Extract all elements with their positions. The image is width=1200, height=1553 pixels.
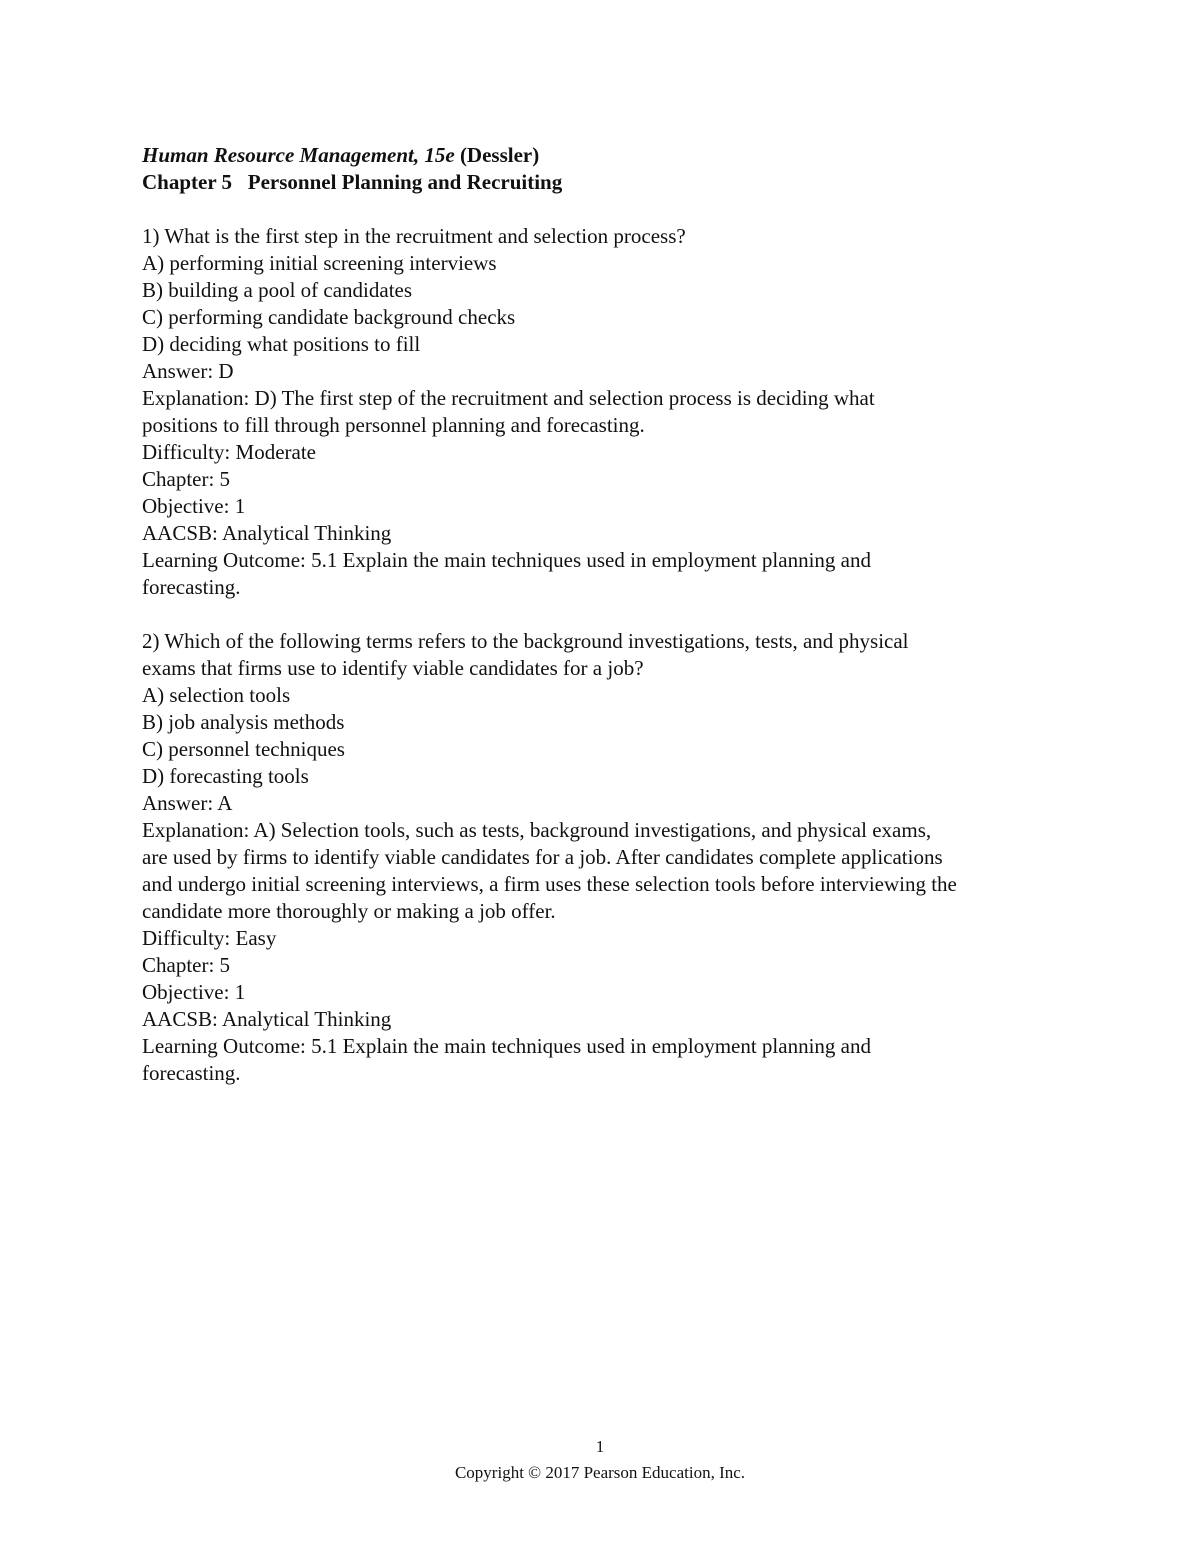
objective: Objective: 1 — [142, 494, 246, 518]
explanation-line: Explanation: A) Selection tools, such as tests, background investigations, and physical exams, — [142, 818, 932, 842]
answer: Answer: A — [142, 791, 233, 815]
chapter-title: Personnel Planning and Recruiting — [247, 170, 563, 194]
difficulty: Difficulty: Moderate — [142, 440, 316, 464]
option-b: B) job analysis methods — [142, 710, 345, 734]
learning-outcome-line: forecasting. — [142, 575, 241, 599]
aacsb: AACSB: Analytical Thinking — [142, 521, 392, 545]
objective: Objective: 1 — [142, 980, 246, 1004]
book-author: (Dessler) — [459, 143, 540, 167]
explanation-line: Explanation: D) The first step of the recruitment and selection process is deciding what — [142, 386, 875, 410]
learning-outcome-line: Learning Outcome: 5.1 Explain the main techniques used in employment planning and — [142, 548, 871, 572]
option-c: C) personnel techniques — [142, 737, 345, 761]
explanation-line: candidate more thoroughly or making a job offer. — [142, 899, 556, 923]
chapter-heading — [142, 169, 1072, 196]
question-2 — [142, 628, 1072, 1087]
question-stem: 2) Which of the following terms refers to the background investigations, tests, and physical — [142, 629, 909, 653]
explanation-line: and undergo initial screening interviews, a firm uses these selection tools before interviewing the — [142, 872, 957, 896]
spacer — [142, 196, 1072, 223]
answer: Answer: D — [142, 359, 234, 383]
chapter-number: Chapter: 5 — [142, 953, 231, 977]
page-content — [142, 142, 1072, 1087]
book-title: Human Resource Management, 15e — [142, 143, 455, 167]
copyright-notice: Copyright © 2017 Pearson Education, Inc. — [454, 1463, 746, 1482]
chapter-label: Chapter 5 — [142, 170, 233, 194]
option-a: A) selection tools — [142, 683, 291, 707]
learning-outcome-line: Learning Outcome: 5.1 Explain the main techniques used in employment planning and — [142, 1034, 871, 1058]
learning-outcome-line: forecasting. — [142, 1061, 241, 1085]
explanation-line: positions to fill through personnel planning and forecasting. — [142, 413, 645, 437]
question-1 — [142, 223, 1072, 601]
option-c: C) performing candidate background checks — [142, 305, 516, 329]
question-stem: exams that firms use to identify viable candidates for a job? — [142, 656, 644, 680]
page-number: 1 — [595, 1437, 605, 1456]
aacsb: AACSB: Analytical Thinking — [142, 1007, 392, 1031]
chapter-number: Chapter: 5 — [142, 467, 231, 491]
spacer — [142, 601, 1072, 628]
book-header — [142, 142, 1072, 169]
option-a: A) performing initial screening interviews — [142, 251, 497, 275]
option-b: B) building a pool of candidates — [142, 278, 413, 302]
option-d: D) forecasting tools — [142, 764, 309, 788]
difficulty: Difficulty: Easy — [142, 926, 277, 950]
explanation-line: are used by firms to identify viable candidates for a job. After candidates complete applications — [142, 845, 943, 869]
option-d: D) deciding what positions to fill — [142, 332, 421, 356]
question-stem: 1) What is the first step in the recruitment and selection process? — [142, 224, 686, 248]
